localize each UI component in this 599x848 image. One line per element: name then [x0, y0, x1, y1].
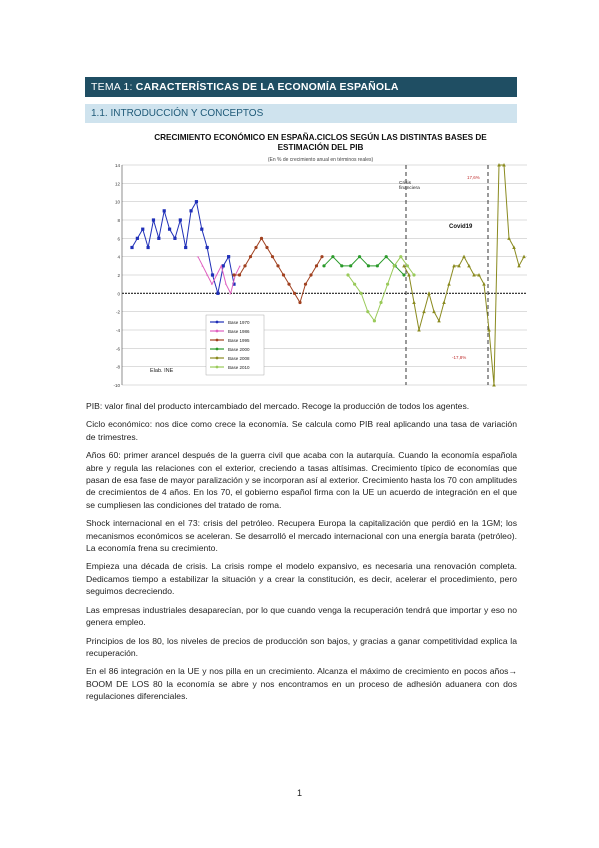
data-point — [320, 255, 323, 258]
paragraph: Las empresas industriales desaparecían, por lo que cuando venga la recuperación tendrá que importar y eso no genera empleo. — [86, 604, 517, 628]
data-point — [385, 255, 388, 258]
data-point — [402, 273, 405, 276]
data-point — [211, 273, 214, 276]
data-point — [130, 246, 133, 249]
data-point — [304, 283, 307, 286]
legend-label: Base 1986 — [228, 329, 250, 334]
legend-label: Base 1970 — [228, 320, 250, 325]
section-heading: 1.1. INTRODUCCIÓN Y CONCEPTOS — [85, 104, 517, 123]
topic-title: CARACTERÍSTICAS DE LA ECONOMÍA ESPAÑOLA — [135, 81, 399, 93]
data-point — [147, 246, 150, 249]
y-tick-label: 0 — [117, 291, 120, 297]
paragraph: En el 86 integración en la UE y nos pilla en un crecimiento. Alcanza el máximo de crecimiento en pocos años→ BOOM DE LOS 80 la economía se abre y nos encontramos en un proceso de adhesión aduanera con dos regulaciones diferenciales. — [86, 666, 517, 702]
data-point — [254, 246, 257, 249]
data-point — [353, 283, 356, 286]
growth-chart — [114, 129, 527, 389]
data-point: × — [238, 263, 241, 269]
y-tick-label: -4 — [115, 328, 120, 333]
annotation-low: -17,8% — [452, 355, 467, 360]
data-point — [265, 246, 268, 249]
y-tick-label: 4 — [117, 254, 120, 260]
data-point — [358, 255, 361, 258]
data-point — [168, 228, 171, 231]
data-point — [173, 237, 176, 240]
data-point — [406, 264, 409, 267]
y-tick-label: 6 — [117, 236, 120, 242]
data-point — [340, 264, 343, 267]
annotation-covid: Covid19 — [449, 224, 473, 230]
legend-label: Base 2008 — [228, 356, 250, 361]
y-tick-label: 8 — [117, 218, 120, 223]
paragraph: PIB: valor final del producto intercambiado del mercado. Recoge la producción de todos los agentes. — [86, 401, 470, 411]
data-point — [373, 319, 376, 322]
legend-marker — [216, 357, 219, 360]
page-number: 1 — [296, 788, 302, 798]
data-point — [243, 264, 246, 267]
data-point — [379, 301, 382, 304]
data-point: × — [201, 263, 204, 269]
data-point — [179, 218, 182, 221]
data-point — [260, 237, 263, 240]
legend-label: Base 2010 — [228, 365, 250, 370]
data-point — [298, 301, 301, 304]
data-point: × — [224, 281, 227, 287]
data-point — [412, 301, 416, 305]
data-point — [360, 292, 363, 295]
chart-source: Elab. INE — [150, 368, 174, 374]
data-point — [412, 273, 415, 276]
y-tick-label: -2 — [115, 309, 120, 315]
data-point — [271, 255, 274, 258]
data-point — [141, 228, 144, 231]
y-tick-label: -6 — [115, 346, 120, 352]
data-point — [366, 310, 369, 313]
paragraph: Empieza una década de crisis. La crisis rompe el modelo expansivo, es necesaria una renovación completa. Dedicamos tiempo a estabilizar la situación y a crear la constitución, es decir, acelerar el procedimiento, pero seguimos decreciendo. — [86, 561, 517, 597]
data-point — [287, 283, 290, 286]
annotation-high: 17,6% — [467, 175, 480, 180]
legend-marker — [216, 366, 219, 369]
data-point — [367, 264, 370, 267]
data-point — [249, 255, 252, 258]
data-point — [399, 255, 402, 258]
data-point — [195, 200, 198, 203]
data-point — [331, 255, 334, 258]
growth-chart-figure — [114, 129, 527, 389]
data-point — [152, 218, 155, 221]
data-point — [216, 292, 219, 295]
data-point — [427, 291, 431, 295]
paragraph: Años 60: primer arancel después de la guerra civil que acaba con la autarquía. Cuando la economía española abre y regula las relaciones con el exterior, creciendo a tasas altísimas. Crecimiento típico de economías que pasan de esa fase de mayor paralización y se incorporan así al exterior. Crecimiento hasta los 70 con amplitudes de crecimientos de 4 años. En los 70, el gobierno español firma con la UE un acuerdo de integración en el que se cumpliesen las condiciones del tratado de roma. — [86, 450, 517, 510]
data-point — [402, 264, 406, 268]
legend-marker — [216, 339, 219, 342]
data-point — [346, 273, 349, 276]
y-tick-label: 12 — [114, 181, 120, 187]
data-point — [238, 273, 241, 276]
data-point — [200, 228, 203, 231]
y-tick-label: 10 — [114, 199, 120, 205]
chart-title-line2: ESTIMACIÓN DEL PIB — [277, 143, 364, 152]
data-point — [315, 264, 318, 267]
chart-title-line1: CRECIMIENTO ECONÓMICO EN ESPAÑA.CICLOS SEGÚN LAS DISTINTAS BASES DE — [154, 133, 487, 142]
y-tick-label: 14 — [114, 163, 120, 168]
data-point: × — [196, 254, 199, 260]
data-point — [189, 209, 192, 212]
chart-legend — [206, 315, 264, 375]
data-point — [136, 237, 139, 240]
legend-marker — [216, 348, 219, 351]
data-point: × — [205, 272, 209, 278]
chart-subtitle: (En % de crecimiento anual en términos reales) — [267, 157, 374, 163]
y-tick-label: 2 — [117, 273, 120, 278]
data-point: × — [210, 281, 213, 287]
paragraph: Principios de los 80, los niveles de precios de producción son bajos, y gracias a ganar competitividad explica la recuperación. — [86, 635, 517, 658]
data-point — [393, 264, 396, 267]
data-point — [349, 264, 352, 267]
data-point — [232, 273, 235, 276]
data-point — [376, 264, 379, 267]
paragraph: Ciclo económico: nos dice como crece la economía. Se calcula como PIB real aplicando una tasa de variación de trimestres. — [86, 419, 517, 442]
data-point: × — [219, 263, 223, 269]
data-point — [276, 264, 279, 267]
topic-label: TEMA 1: — [91, 81, 136, 93]
legend-marker — [216, 330, 219, 333]
data-point — [447, 282, 451, 286]
data-point — [206, 246, 209, 249]
data-point — [309, 273, 312, 276]
legend-marker — [216, 321, 219, 324]
data-point — [322, 264, 325, 267]
data-point — [442, 301, 446, 305]
data-point: × — [229, 290, 232, 296]
data-point — [227, 255, 230, 258]
legend-label: Base 2000 — [228, 347, 250, 352]
y-axis — [113, 163, 120, 388]
data-point — [282, 273, 285, 276]
paragraph: Shock internacional en el 73: crisis del petróleo. Recupera Europa la capitalización que perdió en la 1GM; los mecanismos económicos se aceleran. Se desarrolló el mercado internacional con una energía barata (petróleo). La economía frena su crecimiento. — [86, 518, 517, 554]
data-point — [157, 237, 160, 240]
legend-label: Base 1995 — [228, 338, 250, 343]
y-tick-label: -8 — [115, 364, 120, 370]
data-point — [184, 246, 187, 249]
annotation-crisis: Crisis financiera — [399, 181, 420, 191]
chart-grid — [122, 165, 527, 385]
body-text — [86, 400, 517, 709]
data-point: × — [215, 272, 218, 278]
data-point — [386, 283, 389, 286]
data-point — [293, 292, 296, 295]
topic-title-bar — [85, 77, 517, 97]
data-point — [163, 209, 166, 212]
y-tick-label: -10 — [113, 383, 120, 388]
